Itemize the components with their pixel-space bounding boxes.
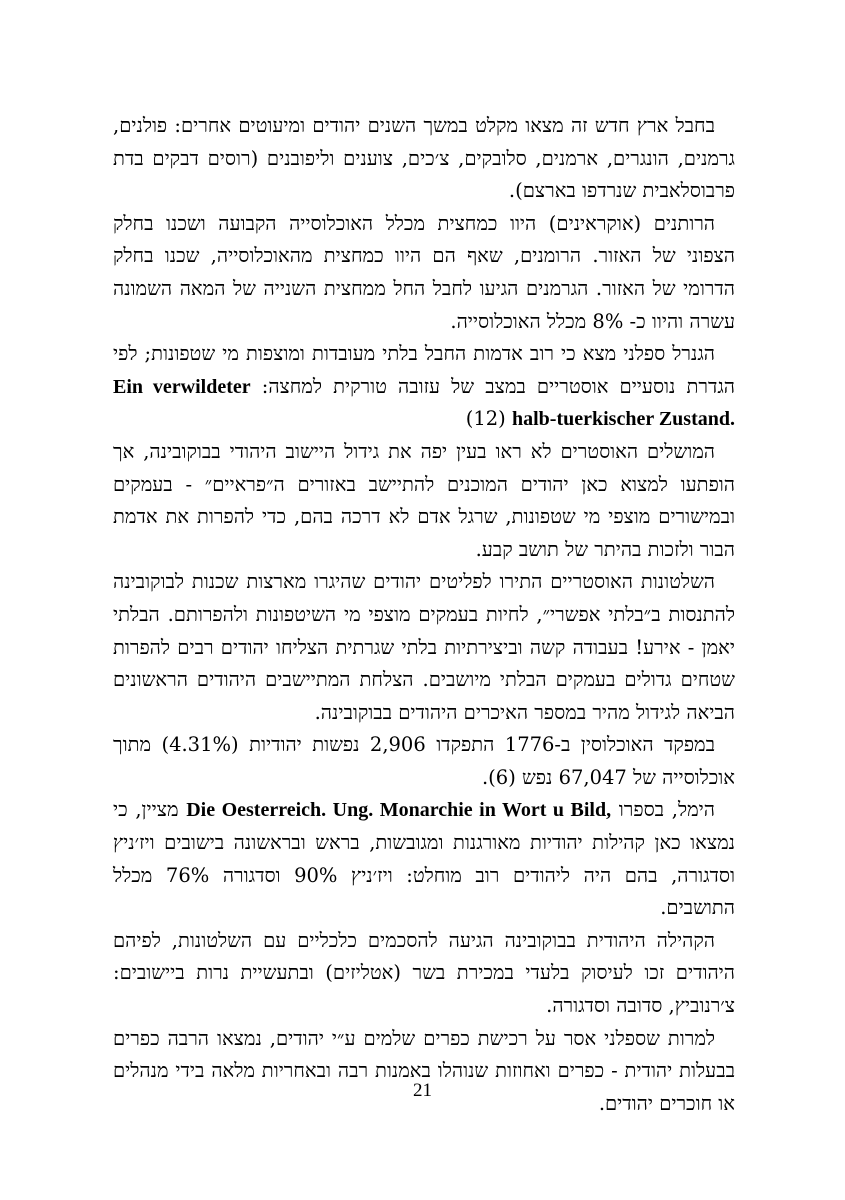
paragraph-text: מציין, כי נמצאו כאן קהילות יהודיות מאורגנות ומגובשות, בראש ובראשונה בישובים ויז׳ניץ וסדגורה, בהם היה ליהודים רוב מוחלט: ויז׳ניץ 90% וסדגורה 76% מכלל התושבים. bbox=[113, 798, 735, 920]
paragraph-text: הרותנים (אוקראינים) היוו כמחצית מכלל האוכלוסייה הקבועה ושכנו בחלק הצפוני של האזור. הרומנים, שאף הם היוו כמחצית מהאוכלוסייה, שכנו בחלק הדרומי של האזור. הגרמנים הגיעו לחבל החל ממחצית השנייה של המאה השמונה עשרה והיוו כ- 8% מכלל האוכלוסייה. bbox=[113, 211, 735, 333]
german-quote: Ein verwildeter halb-tuerkischer Zustand. bbox=[113, 375, 735, 431]
paragraph-text: הגנרל ספלני מצא כי רוב אדמות החבל בלתי מעובדות ומוצפות מי שטפונות; לפי הגדרת נוסעיים אוסטריים במצב של עזובה טורקית למחצה: bbox=[113, 342, 735, 398]
paragraph-text: המושלים האוסטרים לא ראו בעין יפה את גידול היישוב היהודי בבוקובינה, אך הופתעו למצוא כאן יהודים המוכנים להתיישב באזורים ה״פראיים״ - בעמקים ובמישורים מוצפי מי שטפונות, שרגל אדם לא דרכה בהם, כדי להפרות את אדמת הבור ולזכות בהיתר של תושב קבע. bbox=[113, 439, 735, 561]
paragraph-text: השלטונות האוסטריים התירו לפליטים יהודים שהיגרו מארצות שכנות לבוקובינה להתנסות ב״בלתי אפשרי״, לחיות בעמקים מוצפי מי השיטפונות ולהפרותם. הבלתי יאמן - אירע! בעבודה קשה וביצירתיות בלתי שגרתית הצליחו יהודים רבים להפרות שטחים גדולים בעמקים הבלתי מיושבים. הצלחת המתיישבים היהודים הראשונים הביאה לגידול מהיר במספר האיכרים היהודים בבוקובינה. bbox=[113, 570, 735, 724]
paragraph-5 bbox=[113, 566, 735, 729]
paragraph-9 bbox=[113, 1023, 735, 1121]
paragraph-2 bbox=[113, 208, 735, 338]
book-title: Die Oesterreich. Ung. Monarchie in Wort u Bild, bbox=[186, 799, 612, 822]
paragraph-text: הימל, בספרו bbox=[611, 798, 715, 822]
paragraph-text: במפקד האוכלוסין ב-1776 התפקדו 2,906 נפשות יהודיות (4.31%) מתוך אוכלוסייה של 67,047 נפש (6). bbox=[113, 733, 735, 789]
paragraph-4 bbox=[113, 436, 735, 566]
paragraph-text: הקהילה היהודית בבוקובינה הגיעה להסכמים כלכליים עם השלטונות, לפיהם היהודים זכו לעיסוק בלעדי במכירת בשר (אטליזים) ובתעשיית נרות ביישובים: צ׳רנוביץ, סדובה וסדגורה. bbox=[113, 928, 735, 1018]
page-number: 21 bbox=[413, 1080, 432, 1101]
paragraph-text: למרות שספלני אסר על רכישת כפרים שלמים ע״י יהודים, נמצאו הרבה כפרים בבעלות יהודית - כפרים ואחוזות שנוהלו באמנות רבה ובאחריות מלאה בידי מנהלים או חוכרים יהודים. bbox=[113, 1026, 735, 1115]
paragraph-6 bbox=[113, 729, 735, 794]
paragraph-3 bbox=[113, 338, 735, 436]
paragraph-text: בחבל ארץ חדש זה מצאו מקלט במשך השנים יהודים ומיעוטים אחרים: פולנים, גרמנים, הונגרים, ארמנים, סלובקים, צ׳כים, צוענים וליפובנים (רוסים דבקים בדת פרבוסלאבית שנרדפו בארצם). bbox=[113, 114, 735, 203]
body-text bbox=[113, 110, 735, 1120]
paragraph-8 bbox=[113, 925, 735, 1023]
paragraph-7 bbox=[113, 794, 735, 924]
paragraph-1 bbox=[113, 110, 735, 208]
citation-ref: (12) bbox=[465, 407, 512, 431]
